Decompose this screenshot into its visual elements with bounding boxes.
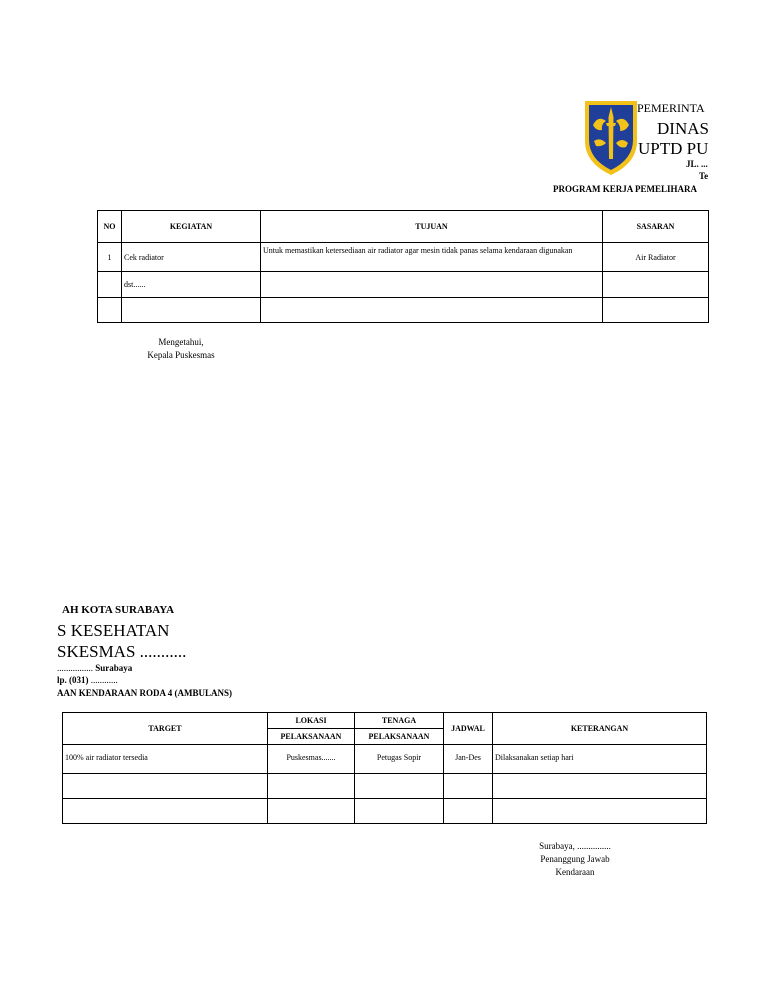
col-header-jadwal: JADWAL [444, 713, 493, 745]
cell-tujuan [261, 298, 603, 323]
sig-penanggung-jawab: Penanggung Jawab [540, 854, 610, 864]
program-title-top: PROGRAM KERJA PEMELIHARA [553, 184, 697, 194]
sig-kepala-puskesmas: Kepala Puskesmas [147, 350, 215, 360]
col-header-keterangan: KETERANGAN [493, 713, 707, 745]
col-header-tujuan: TUJUAN [261, 211, 603, 243]
cell-kegiatan: Cek radiator [122, 243, 261, 272]
cell-kegiatan [122, 298, 261, 323]
header-puskesmas-line: SKESMAS ........... [57, 642, 187, 661]
header-dinas-line: DINAS [657, 119, 709, 138]
table-row [63, 774, 707, 799]
header-address-line [57, 663, 132, 673]
cell-tujuan [261, 272, 603, 298]
col-header-kegiatan: KEGIATAN [122, 211, 261, 243]
signature-block-head [126, 336, 236, 362]
cell-target: 100% air radiator tersedia [63, 745, 268, 774]
cell-lokasi [268, 799, 355, 824]
address-city: Surabaya [95, 663, 133, 673]
header-kesehatan-line: S KESEHATAN [57, 621, 170, 640]
header-uptd-line: UPTD PU [638, 139, 709, 158]
work-program-table-2 [62, 712, 707, 824]
cell-keterangan [493, 799, 707, 824]
col-header-tenaga: TENAGA [355, 713, 444, 729]
cell-target [63, 799, 268, 824]
cell-sasaran [603, 298, 709, 323]
table-row [98, 298, 709, 323]
col-header-no: NO [98, 211, 122, 243]
col-header-lokasi-pelaksanaan: PELAKSANAAN [268, 729, 355, 745]
cell-jadwal [444, 799, 493, 824]
cell-keterangan [493, 774, 707, 799]
header-address: JL. ... [686, 159, 708, 169]
phone-dots: ............ [88, 675, 118, 685]
sig-mengetahui: Mengetahui, [158, 337, 204, 347]
cell-no [98, 272, 122, 298]
col-header-target: TARGET [63, 713, 268, 745]
cell-jadwal [444, 774, 493, 799]
table-row [63, 799, 707, 824]
address-dots: ................ [57, 663, 96, 673]
work-program-table-1 [97, 210, 709, 323]
cell-keterangan: Dilaksanakan setiap hari [493, 745, 707, 774]
cell-lokasi [268, 774, 355, 799]
signature-block-responsible [515, 840, 635, 879]
phone-label: lp. (031) [57, 675, 89, 685]
col-header-tenaga-pelaksanaan: PELAKSANAAN [355, 729, 444, 745]
cell-jadwal: Jan-Des [444, 745, 493, 774]
cell-tujuan: Untuk memastikan ketersediaan air radiator agar mesin tidak panas selama kendaraan digunakan [261, 243, 603, 272]
table-row [98, 272, 709, 298]
table-row [98, 243, 709, 272]
sig-kendaraan: Kendaraan [555, 867, 595, 877]
header-phone-line [57, 675, 118, 685]
header-kota-line: AH KOTA SURABAYA [62, 604, 175, 616]
header-phone: Te [699, 171, 709, 181]
surabaya-logo-icon [582, 97, 640, 177]
cell-tenaga [355, 799, 444, 824]
cell-no: 1 [98, 243, 122, 272]
table-row [63, 745, 707, 774]
col-header-lokasi: LOKASI [268, 713, 355, 729]
program-title-bottom: AAN KENDARAAN RODA 4 (AMBULANS) [57, 688, 232, 698]
cell-sasaran [603, 272, 709, 298]
col-header-sasaran: SASARAN [603, 211, 709, 243]
header-government-line: PEMERINTA [637, 101, 705, 115]
cell-tenaga: Petugas Sopir [355, 745, 444, 774]
cell-tenaga [355, 774, 444, 799]
cell-sasaran: Air Radiator [603, 243, 709, 272]
cell-target [63, 774, 268, 799]
cell-lokasi: Puskesmas....... [268, 745, 355, 774]
cell-no [98, 298, 122, 323]
cell-kegiatan: dst...... [122, 272, 261, 298]
sig-place-date: Surabaya, ............... [539, 841, 611, 851]
